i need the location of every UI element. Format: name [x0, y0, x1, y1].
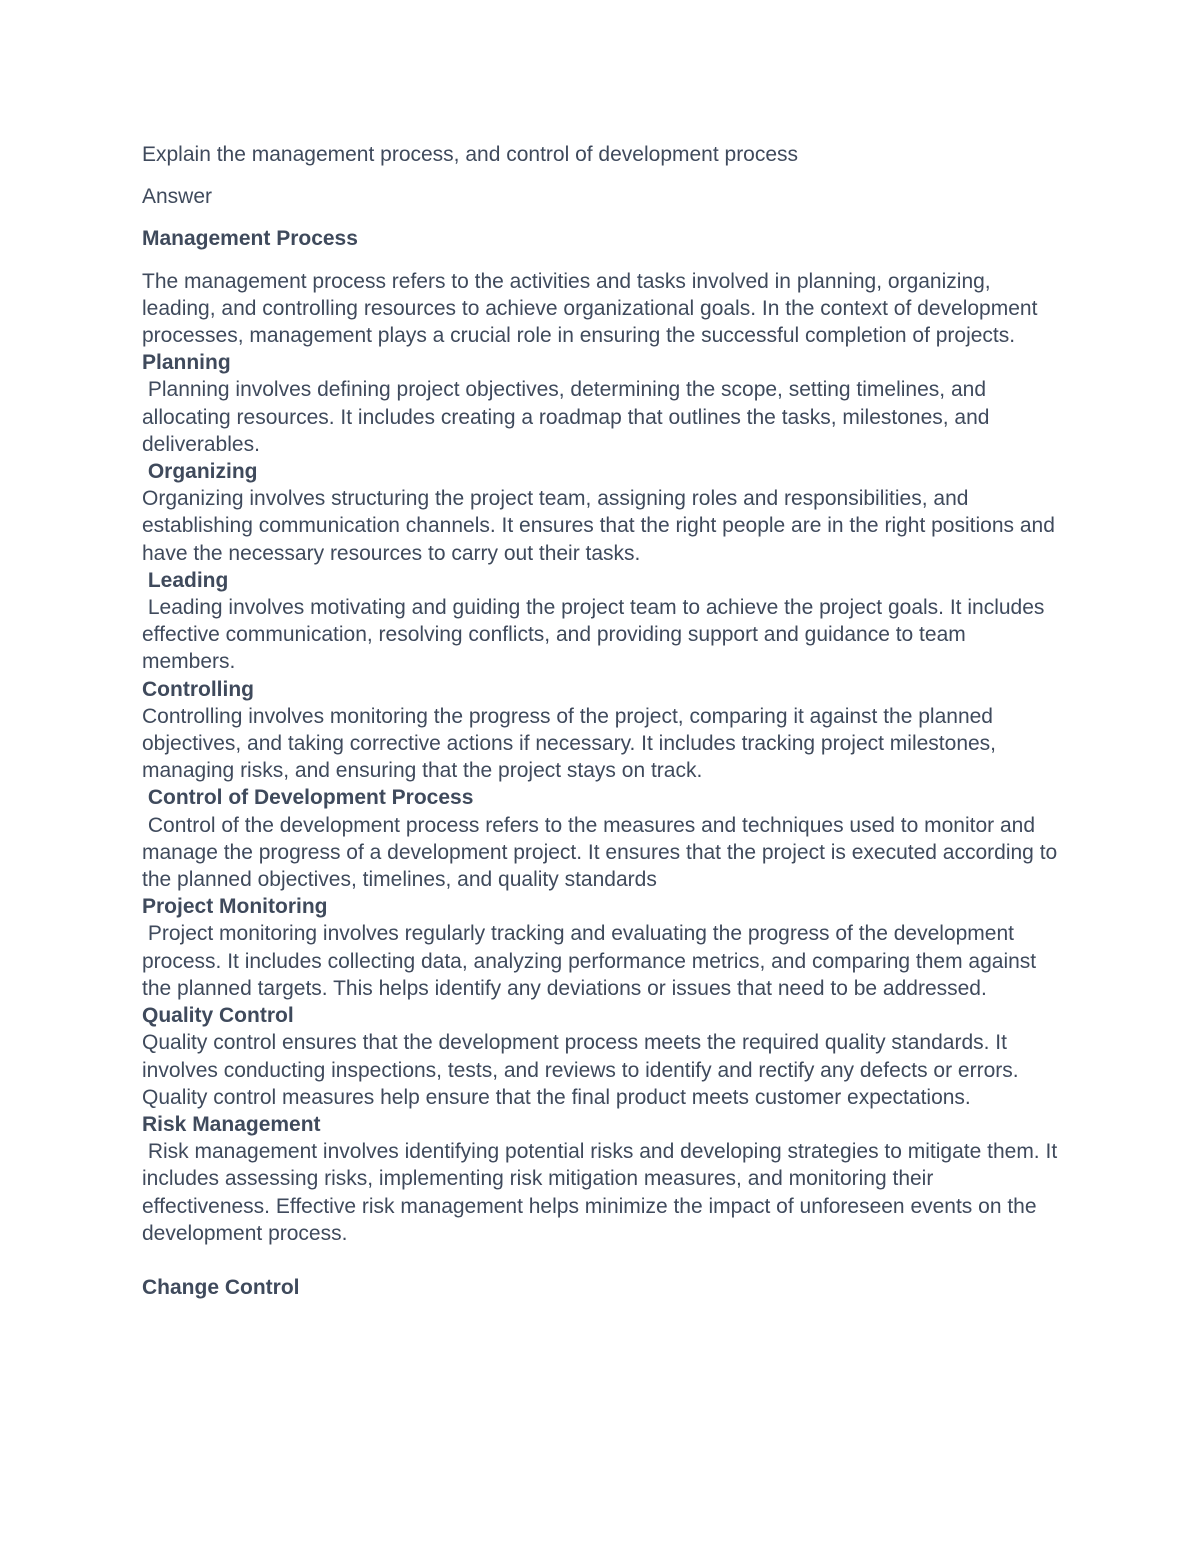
section-project-monitoring [142, 893, 1062, 1002]
section-organizing [142, 458, 1062, 567]
section-heading: Control of Development Process [142, 786, 474, 810]
section-heading: Quality Control [142, 1004, 294, 1028]
section-heading: Organizing [142, 460, 258, 484]
section-body: Project monitoring involves regularly tracking and evaluating the progress of the development process. It includes collecting data, analyzing performance metrics, and comparing them against the planned targets. This helps identify any deviations or issues that need to be addressed. [142, 922, 1042, 1000]
section-body: Planning involves defining project objectives, determining the scope, setting timelines, and allocating resources. It includes creating a roadmap that outlines the tasks, milestones, and deliverables. [142, 378, 996, 456]
section-heading: Controlling [142, 677, 254, 701]
intro-paragraph: The management process refers to the activities and tasks involved in planning, organizing, leading, and controlling resources to achieve organizational goals. In the context of development processes, management plays a crucial role in ensuring the successful completion of projects. [142, 269, 1038, 348]
section-heading: Project Monitoring [142, 895, 328, 919]
section-heading: Planning [142, 351, 231, 375]
section-body: Quality control ensures that the development process meets the required quality standards. It involves conducting inspections, tests, and reviews to identify and rectify any defects or errors. Quality control measures help ensure that the final product meets customer expectations. [142, 1031, 1025, 1109]
section-control-of-development-process [142, 784, 1062, 893]
section-body: Organizing involves structuring the project team, assigning roles and responsibilities, and establishing communication channels. It ensures that the right people are in the right positions and have the necessary resources to carry out their tasks. [142, 487, 1061, 565]
answer-label: Answer [142, 185, 213, 209]
section-body: Control of the development process refers to the measures and techniques used to monitor and manage the progress of a development project. It ensures that the project is executed according to the planned objectives, timelines, and quality standards [142, 813, 1064, 892]
main-heading: Management Process [142, 227, 358, 251]
document-content [142, 141, 1062, 1301]
change-control-heading: Change Control [142, 1275, 300, 1299]
section-body: Leading involves motivating and guiding the project team to achieve the project goals. It includes effective communication, resolving conflicts, and providing support and guidance to team members. [142, 596, 1051, 674]
section-quality-control [142, 1002, 1062, 1111]
section-body: Controlling involves monitoring the progress of the project, comparing it against the planned objectives, and taking corrective actions if necessary. It includes tracking project milestones, managing risks, and ensuring that the project stays on track. [142, 704, 1002, 783]
section-leading [142, 567, 1062, 676]
section-body: Risk management involves identifying potential risks and developing strategies to mitigate them. It includes assessing risks, implementing risk mitigation measures, and monitoring their effectiveness. Effective risk management helps minimize the impact of unforeseen events on the development process. [142, 1140, 1063, 1245]
section-heading: Risk Management [142, 1112, 321, 1136]
section-planning [142, 349, 1062, 458]
question-text: Explain the management process, and control of development process [142, 143, 799, 166]
section-risk-management [142, 1111, 1062, 1247]
section-heading: Leading [142, 568, 229, 592]
section-controlling [142, 676, 1062, 785]
